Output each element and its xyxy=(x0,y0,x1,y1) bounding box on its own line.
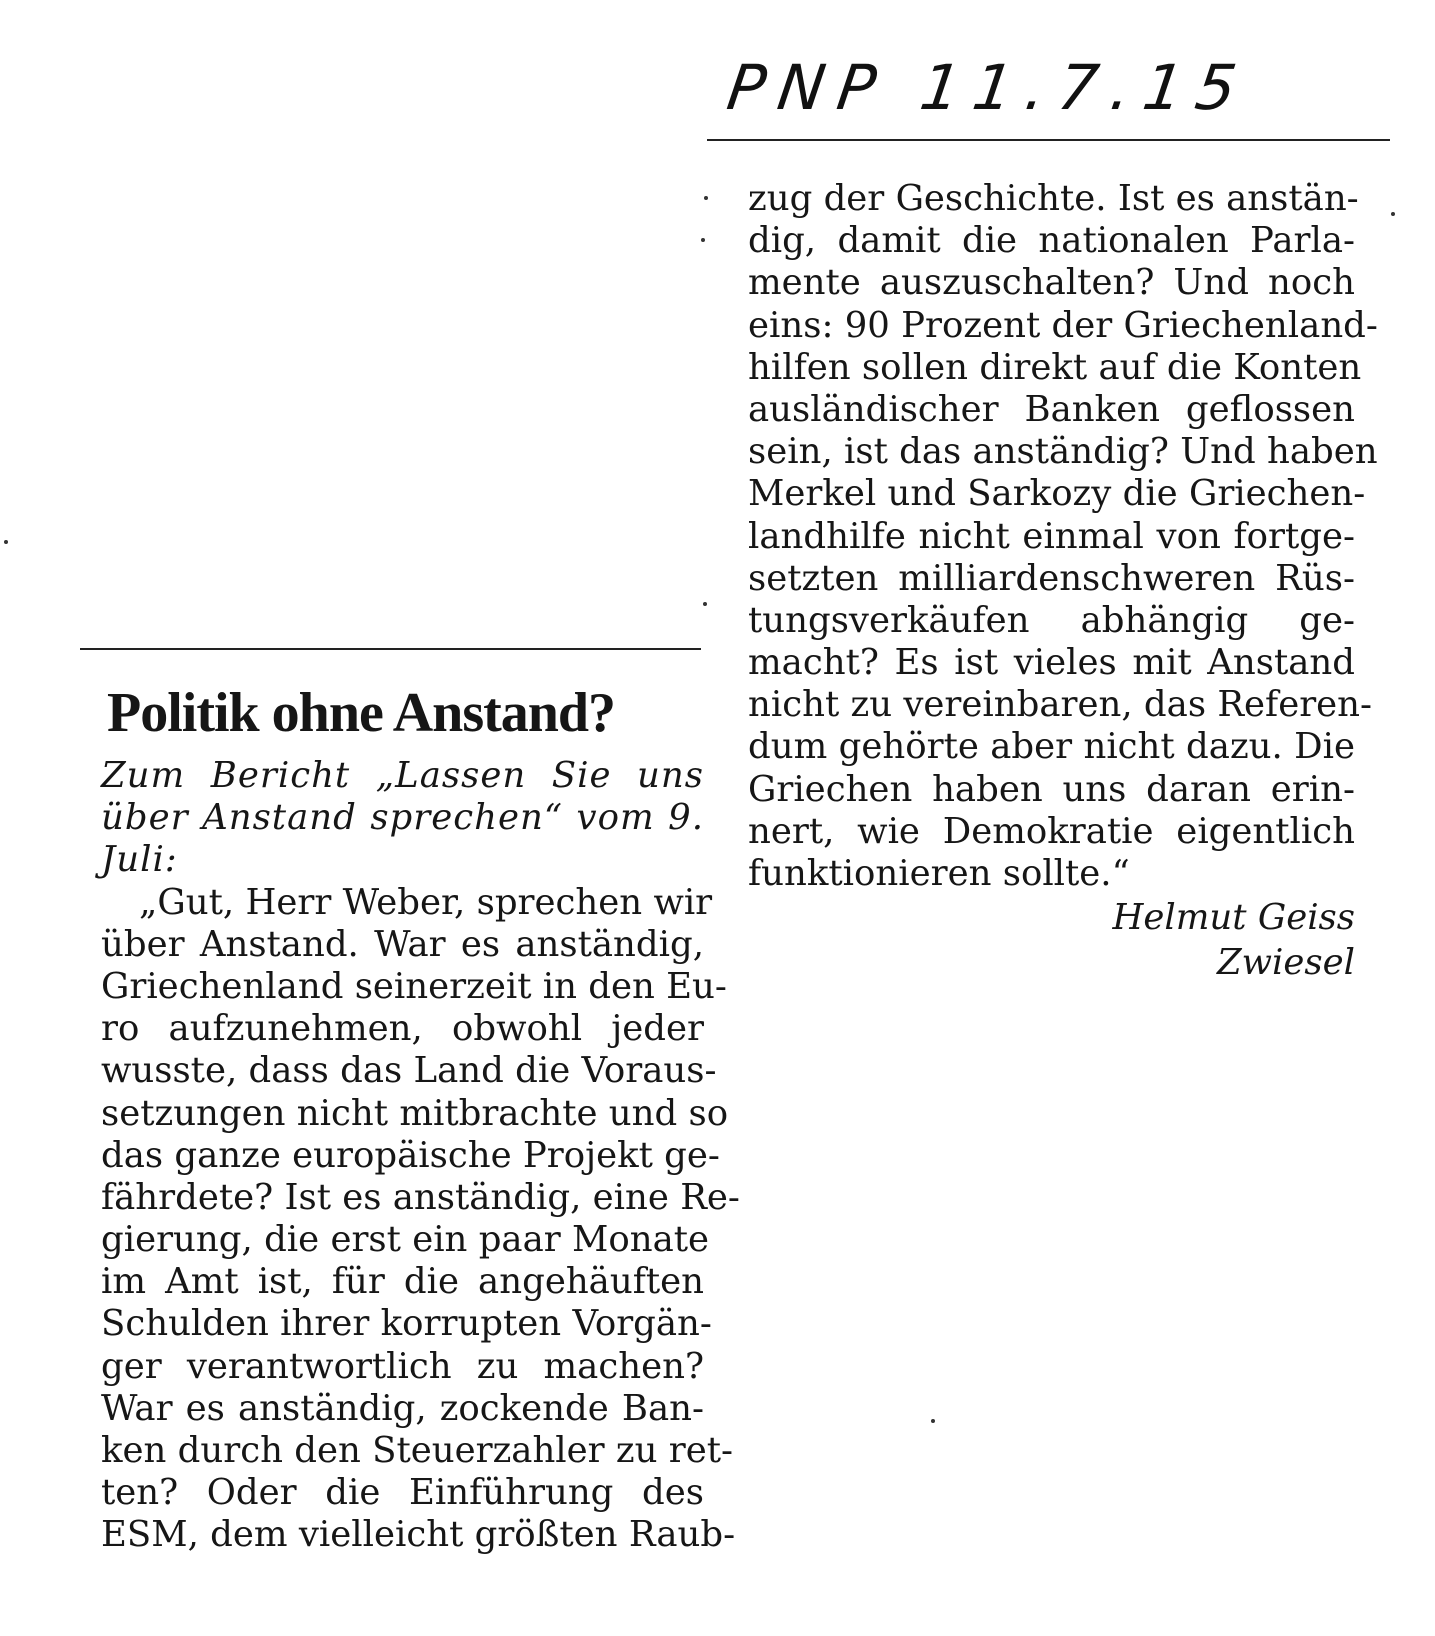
text-line: tungsverkäufen abhängig ge- xyxy=(748,599,1355,641)
text-line: sein, ist das anständig? Und haben xyxy=(748,431,1378,473)
text-line: funktionieren sollte.“ xyxy=(748,853,1130,894)
left-body-text xyxy=(101,881,740,1557)
text-line: War es anständig, zockende Ban- xyxy=(101,1387,704,1429)
text-line: fährdete? Ist es anständig, eine Re- xyxy=(101,1176,740,1218)
intro-line: Zum Bericht „Lassen Sie uns xyxy=(101,755,704,796)
scan-speck xyxy=(704,196,708,200)
text-line: ESM, dem vielleicht größten Raub- xyxy=(101,1514,736,1556)
text-line: Schulden ihrer korrupten Vorgän- xyxy=(101,1303,712,1345)
text-line: wusste, dass das Land die Voraus- xyxy=(101,1050,717,1092)
text-line: Griechen haben uns daran erin- xyxy=(748,768,1355,810)
text-line: dig, damit die nationalen Parla- xyxy=(748,220,1355,262)
signature-place: Zwiesel xyxy=(1217,942,1355,984)
right-body-text xyxy=(748,178,1378,895)
text-line: dum gehörte aber nicht dazu. Die xyxy=(748,726,1355,768)
text-line: ten? Oder die Einführung des xyxy=(101,1472,704,1514)
intro-line: Juli: xyxy=(101,839,178,881)
signature xyxy=(748,895,1355,985)
text-line: „Gut, Herr Weber, sprechen wir xyxy=(139,881,713,923)
right-column xyxy=(748,178,1378,985)
text-line: setzungen nicht mitbrachte und so xyxy=(101,1092,729,1134)
headline: Politik ohne Anstand? xyxy=(107,682,616,744)
text-line: setzten milliardenschweren Rüs- xyxy=(748,557,1355,599)
scan-speck xyxy=(701,238,705,242)
scan-speck xyxy=(4,540,8,544)
text-line: landhilfe nicht einmal von fortge- xyxy=(748,515,1355,557)
scan-speck xyxy=(931,1419,935,1423)
top-rule xyxy=(707,139,1390,141)
text-line: ausländischer Banken geflossen xyxy=(748,388,1355,430)
text-line: Griechenland seinerzeit in den Eu- xyxy=(101,965,727,1007)
text-line: über Anstand. War es anständig, xyxy=(101,923,704,965)
text-line: macht? Es ist vieles mit Anstand xyxy=(748,642,1355,684)
left-column xyxy=(101,675,740,1557)
text-line: ken durch den Steuerzahler zu ret- xyxy=(101,1430,734,1471)
text-line: ger verantwortlich zu machen? xyxy=(101,1345,704,1387)
text-line: zug der Geschichte. Ist es anstän- xyxy=(748,178,1359,219)
handwritten-date-note: PNP 11.7.15 xyxy=(722,51,1254,124)
text-line: im Amt ist, für die angehäuften xyxy=(101,1261,704,1303)
text-line: Merkel und Sarkozy die Griechen- xyxy=(748,473,1366,515)
left-rule xyxy=(80,648,701,650)
text-line: ro aufzunehmen, obwohl jeder xyxy=(101,1008,704,1050)
text-line: nicht zu vereinbaren, das Referen- xyxy=(748,684,1373,726)
scan-speck xyxy=(1391,212,1395,216)
text-line: das ganze europäische Projekt ge- xyxy=(101,1134,720,1176)
text-line: eins: 90 Prozent der Griechenland- xyxy=(748,304,1378,346)
text-line: mente auszuschalten? Und noch xyxy=(748,262,1355,304)
intro-line: über Anstand sprechen“ vom 9. xyxy=(101,797,704,839)
text-line: gierung, die erst ein paar Monate xyxy=(101,1219,710,1261)
intro xyxy=(101,755,704,882)
text-line: nert, wie Demokratie eigentlich xyxy=(748,810,1355,852)
scan-speck xyxy=(703,602,707,606)
text-line: hilfen sollen direkt auf die Konten xyxy=(748,346,1362,388)
signature-name: Helmut Geiss xyxy=(1112,897,1355,939)
